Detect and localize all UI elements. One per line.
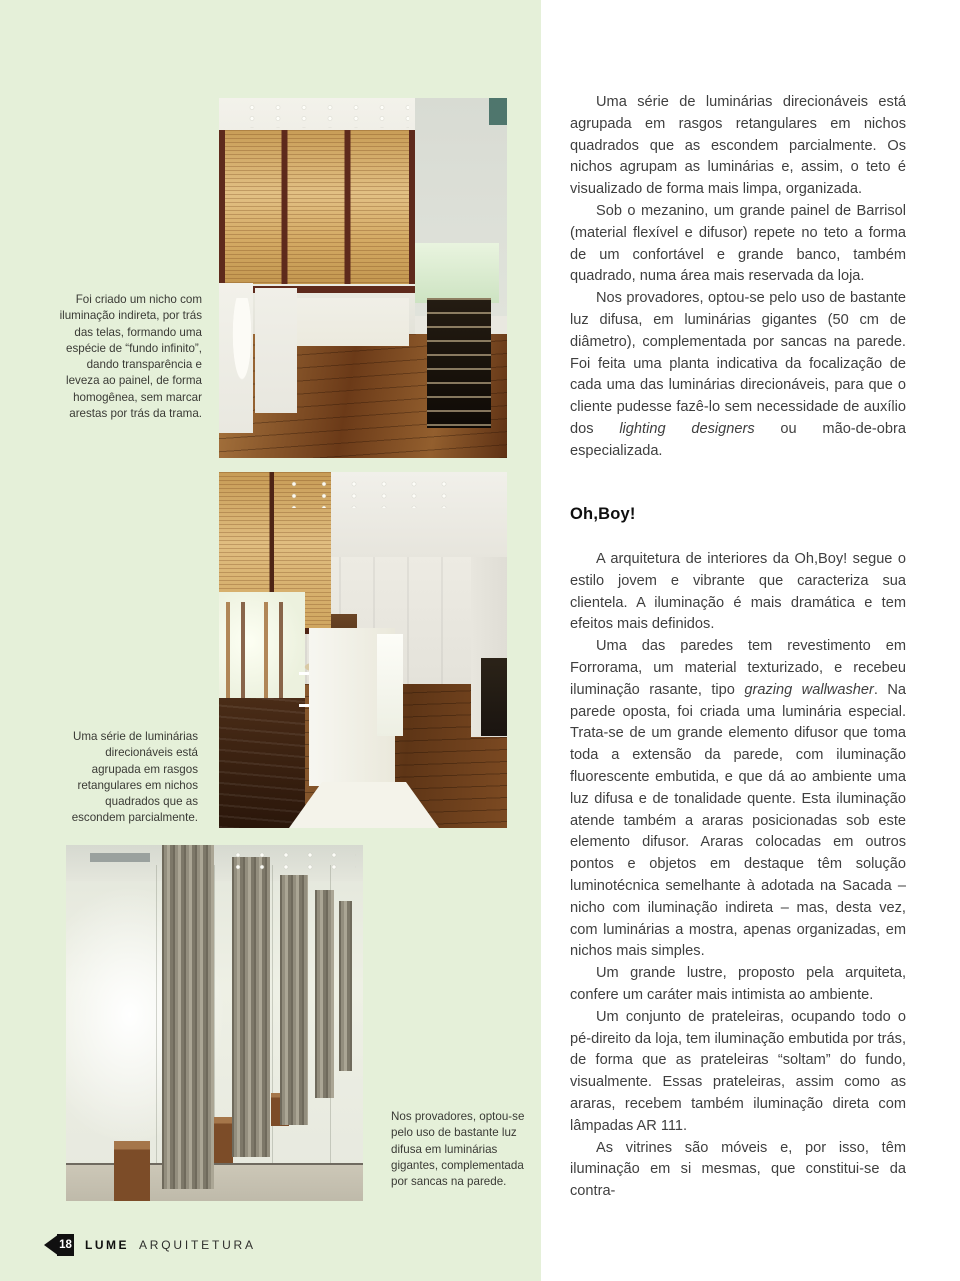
magazine-brand-suffix: ARQUITETURA bbox=[139, 1238, 256, 1252]
white-floor-runner bbox=[289, 782, 439, 828]
article-heading-ohboy: Oh,Boy! bbox=[570, 505, 636, 523]
caption-luminarias-direcionaveis: Uma série de luminárias direcionáveis está agrupada em rasgos retangulares em nichos quadrados que as escondem parcialmente. bbox=[71, 730, 198, 825]
photo-fitting-rooms-curtains bbox=[66, 845, 363, 1201]
article-section-2: A arquitetura de interiores da Oh,Boy! segue o estilo jovem e vibrante que caracteriza sua clientela. A iluminação é mais dramática e tem efeitos mais definidos. Uma das paredes tem revestimento em Forrorama, um material texturizado, e recebeu iluminação rasante, tipo grazing wallwasher. Na parede oposta, foi criada uma luminária especial. Trata-se de um grande elemento difusor que toma toda a extensão da parede, com iluminação fluorescente embutida, e que dá ao ambiente uma luz difusa e de tonalidade quente. Esta iluminação atende também a araras posicionadas sob este elemento difusor. Araras colocadas em outros pontos e objetos em destaque têm solução luminotécnica semelhante à adotada na Sacada – nicho com iluminação indireta – mas, desta vez, com luminárias a mostra, apenas organizadas, em nichos mais simples. Um grande lustre, proposto pela arquiteta, confere um caráter mais intimista ao ambiente. Um conjunto de prateleiras, ocupando todo o pé-direito da loja, tem iluminação embutida por trás, de forma que as prateleiras “soltam” do fundo, visualmente. Essas prateleiras, assim como as araras, recebem também iluminação direta com lâmpadas AR 111. As vitrines são móveis e, por isso, têm iluminação em si mesmas, que constitui-se da contra- bbox=[570, 551, 907, 1200]
magazine-brand: LUME bbox=[85, 1238, 129, 1252]
recessed-ceiling-lights bbox=[226, 849, 356, 875]
recessed-ceiling-lights bbox=[239, 102, 409, 128]
recessed-ceiling-lights bbox=[279, 478, 469, 508]
page-number: 18 bbox=[57, 1234, 74, 1256]
photo-store-aisle-displays bbox=[219, 472, 507, 828]
article-section-1: Uma série de luminárias direcionáveis está agrupada em rasgos retangulares em nichos quadrados que as escondem parcialmente. Os nichos agrupam as luminárias e, assim, o teto é visualizado de forma mais limpa, organizada. Sob o mezanino, um grande painel de Barrisol (material flexível e difusor) repete no teto a forma de um confortável e grande banco, também quadrado, numa área mais reservada da loja. Nos provadores, optou-se pelo uso de bastante luz difusa, em luminárias gigantes (50 cm de diâmetro), complementada por sancas na parede. Foi feita uma planta indicativa da focalização de cada uma das luminárias direcionáveis, para que o cliente pudesse fazê-lo sem necessidade de auxílio dos lighting designers ou mão-de-obra especializada. bbox=[570, 94, 906, 459]
caption-provadores-luz-difusa: Nos provadores, optou-se pelo uso de bastante luz difusa em luminárias gigantes, complementada por sancas na parede. bbox=[391, 1110, 525, 1189]
photo-store-mezzanine-bamboo-screens bbox=[219, 98, 507, 458]
caption-nicho-iluminacao-indireta: Foi criado um nicho com iluminação indireta, por trás das telas, formando uma espécie de “fundo infinito”, dando transparência e leveza ao painel, de forma homogênea, sem marcar arestas por trás da trama. bbox=[59, 293, 202, 421]
page-footer bbox=[44, 1233, 256, 1257]
